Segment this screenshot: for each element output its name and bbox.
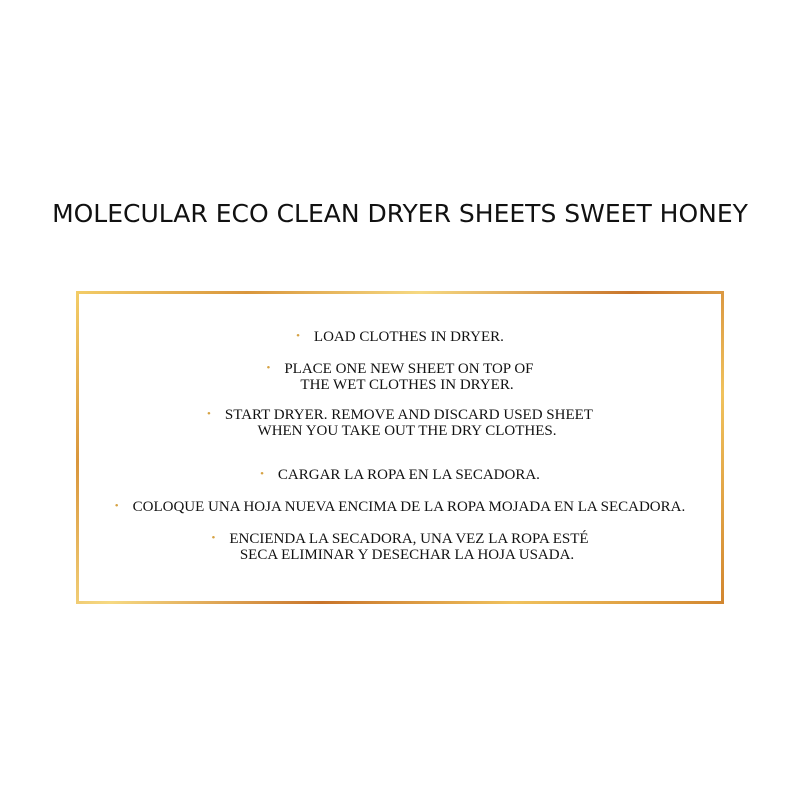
instruction-line: [80, 406, 720, 423]
instruction-text: START DRYER. REMOVE AND DISCARD USED SHEET: [224, 407, 593, 423]
instruction-load-clothes: [80, 328, 720, 345]
instruction-text: ENCIENDA LA SECADORA, UNA VEZ LA ROPA ESTÉ: [229, 531, 589, 547]
instruction-text: CARGAR LA ROPA EN LA SECADORA.: [277, 467, 540, 483]
instruction-cargar-ropa: [80, 466, 720, 483]
instruction-line: [80, 328, 720, 345]
bullet-icon: •: [211, 532, 216, 544]
instruction-line: WHEN YOU TAKE OUT THE DRY CLOTHES.: [257, 423, 557, 439]
bullet-icon: •: [207, 408, 211, 420]
bullet-icon: •: [114, 500, 119, 512]
instruction-line: [80, 530, 720, 547]
instruction-line: [80, 360, 720, 377]
instruction-text: LOAD CLOTHES IN DRYER.: [313, 329, 504, 345]
instruction-text: PLACE ONE NEW SHEET ON TOP OF: [284, 361, 534, 377]
instruction-line: [80, 466, 720, 483]
instruction-text: COLOQUE UNA HOJA NUEVA ENCIMA DE LA ROPA MOJADA EN LA SECADORA.: [132, 499, 686, 515]
instruction-line: SECA ELIMINAR Y DESECHAR LA HOJA USADA.: [239, 547, 575, 563]
bullet-icon: •: [296, 330, 300, 342]
instruction-start-dryer: [80, 406, 720, 439]
instruction-encienda-secadora: [80, 530, 720, 563]
instruction-line: [80, 498, 720, 515]
instruction-coloque-hoja: [80, 498, 720, 515]
bullet-icon: •: [266, 362, 271, 374]
instruction-place-sheet: [80, 360, 720, 393]
instruction-line: THE WET CLOTHES IN DRYER.: [300, 377, 514, 393]
bullet-icon: •: [260, 468, 264, 480]
page-title: MOLECULAR ECO CLEAN DRYER SHEETS SWEET HONEY: [52, 199, 748, 228]
